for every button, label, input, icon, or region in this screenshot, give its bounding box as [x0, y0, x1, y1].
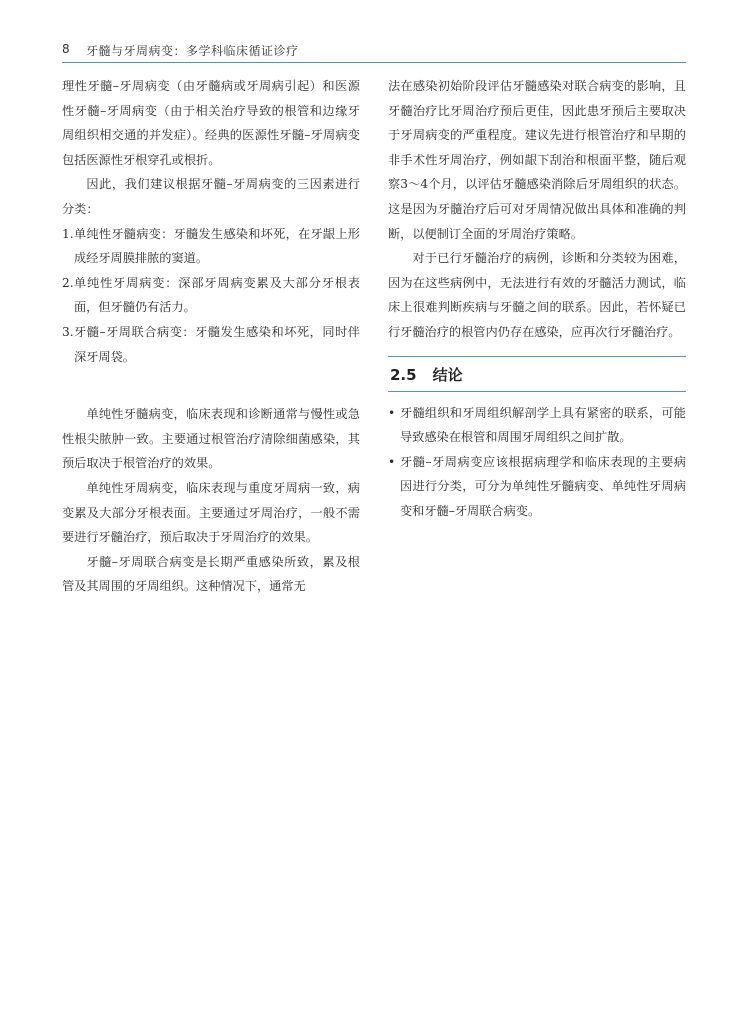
list-item — [62, 222, 360, 271]
list-item — [62, 271, 360, 320]
section-heading — [388, 356, 686, 392]
paragraph: 法在感染初始阶段评估牙髓感染对联合病变的影响，且牙髓治疗比牙周治疗预后更佳，因此患牙预后主要取决于牙周病变的严重程度。建议先进行根管治疗和早期的非手术性牙周治疗，例如龈下刮治和根面平整，随后观察3～4个月，以评估牙髓感染消除后牙周组织的状态。这是因为牙髓治疗后可对牙周情况做出具体和准确的判断，以便制订全面的牙周治疗策略。 — [388, 79, 686, 241]
paragraph: 单纯性牙周病变，临床表现与重度牙周病一致，病变累及大部分牙根表面。主要通过牙周治疗，一般不需要进行牙髓治疗，预后取决于牙周治疗的效果。 — [62, 480, 360, 545]
list-number: 2. — [62, 275, 74, 290]
page-number: 8 — [62, 42, 70, 56]
list-item — [62, 320, 360, 369]
bullet-icon: • — [388, 405, 396, 420]
running-header — [62, 40, 686, 63]
running-title: 牙髓与牙周病变：多学科临床循证诊疗 — [86, 44, 299, 58]
paragraph: 单纯性牙髓病变，临床表现和诊断通常与慢性或急性根尖脓肿一致。主要通过根管治疗清除细菌感染，其预后取决于根管治疗的效果。 — [62, 407, 360, 471]
list-number: 1. — [62, 226, 74, 241]
conclusion-list — [388, 401, 686, 524]
list-item-text: 牙髓组织和牙周组织解剖学上具有紧密的联系，可能导致感染在根管和周围牙周组织之间扩散。 — [400, 405, 686, 445]
list-number: 3. — [62, 324, 74, 339]
list-item-text: 牙髓–牙周联合病变：牙髓发生感染和坏死，同时伴深牙周袋。 — [74, 324, 360, 364]
spacer — [62, 369, 360, 402]
list-item — [388, 401, 686, 450]
list-item — [388, 450, 686, 524]
paragraph: 牙髓–牙周联合病变是长期严重感染所致，累及根管及其周围的牙周组织。这种情况下，通常无 — [62, 554, 360, 594]
paragraph: 因此，我们建议根据牙髓–牙周病变的三因素进行分类： — [62, 177, 360, 216]
left-column — [62, 74, 360, 599]
list-item-text: 牙髓–牙周病变应该根据病理学和临床表现的主要病因进行分类，可分为单纯性牙髓病变、单纯性牙周病变和牙髓–牙周联合病变。 — [400, 454, 686, 518]
section-number: 2.5 — [390, 365, 417, 384]
list-item-text: 单纯性牙髓病变：牙髓发生感染和坏死，在牙龈上形成经牙周膜排脓的窦道。 — [74, 226, 360, 266]
bullet-icon: • — [388, 454, 396, 469]
section-title: 结论 — [432, 365, 463, 384]
classification-list — [62, 222, 360, 370]
paragraph: 理性牙髓–牙周病变（由牙髓病或牙周病引起）和医源性牙髓–牙周病变（由于相关治疗导致的根管和边缘牙周组织相交通的并发症）。经典的医源性牙髓–牙周病变包括医源性牙根穿孔或根折。 — [62, 79, 360, 167]
paragraph: 对于已行牙髓治疗的病例，诊断和分类较为困难，因为在这些病例中，无法进行有效的牙髓活力测试，临床上很难判断疾病与牙髓之间的联系。因此，若怀疑已行牙髓治疗的根管内仍存在感染，应再次行牙髓治疗。 — [388, 251, 686, 339]
list-item-text: 单纯性牙周病变：深部牙周病变累及大部分牙根表面，但牙髓仍有活力。 — [74, 275, 360, 315]
right-column — [388, 74, 686, 524]
